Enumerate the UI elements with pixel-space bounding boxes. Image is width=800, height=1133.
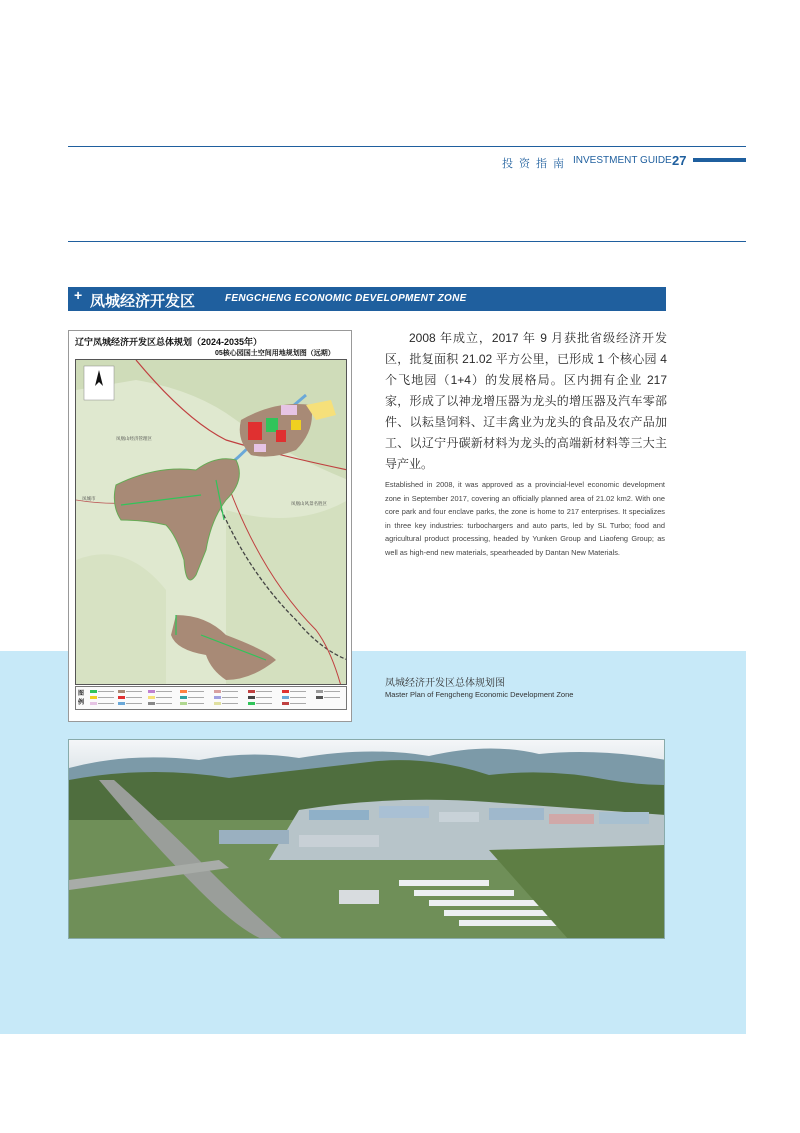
map-drawing [76,360,347,685]
legend-label: 图例 [78,691,85,706]
intro-paragraph-cn: 2008 年成立，2017 年 9 月获批省级经济开发区，批复面积 21.02 平方公里，已形成 1 个核心园 4 个飞地园（1+4）的发展格局。区内拥有企业 217 家，形成了以神龙增压器为龙头的增压器及汽车零部件、以耘垦饲料、辽丰禽业为龙头的食品及农产品加工、以辽宁丹碳新材料为龙头的高端新材料等三大主导产业。 [385,331,667,471]
second-rule [68,241,746,242]
plus-icon: + [74,287,83,303]
page-number: 27 [672,153,687,168]
section-title-cn: 凤城经济开发区 [90,293,196,310]
header-title-en: INVESTMENT GUIDE [573,155,672,166]
map-subtitle: 05核心园国土空间用地规划图（远期） [215,350,335,357]
map-legend [75,686,347,710]
master-plan-map [68,330,352,722]
map-label-a: 凤凰山经济管理区 [116,436,152,441]
top-rule [68,146,746,147]
section-heading-bar [68,287,666,311]
caption-en: Master Plan of Fengcheng Economic Development Zone [385,690,574,699]
map-label-c: 凤城市 [82,496,96,501]
map-label-b: 凤凰山风景名胜区 [291,501,327,506]
map-image [75,359,347,685]
header-title-cn: 投资指南 [502,158,570,170]
section-title-en: FENGCHENG ECONOMIC DEVELOPMENT ZONE [225,293,467,304]
caption-cn: 凤城经济开发区总体规划图 [385,678,505,689]
map-title: 辽宁凤城经济开发区总体规划（2024-2035年） [75,337,263,347]
aerial-photo [68,739,665,939]
intro-paragraph-en: Established in 2008, it was approved as a provincial-level economic development zone in September 2017, covering an officially planned area of 21.02 km2. With one core park and four enclave parks, the zone is home to 217 enterprises. It specializes in three key industries: turbochargers and auto parts, led by SL Turbo; food and agricultural product processing, headed by Yunken Group and Liaofeng Group; as well as high-end new materials, spearheaded by Dantan New Materials. [385,480,665,557]
header-accent-bar [693,158,746,162]
aerial-photo-drawing [69,740,665,939]
